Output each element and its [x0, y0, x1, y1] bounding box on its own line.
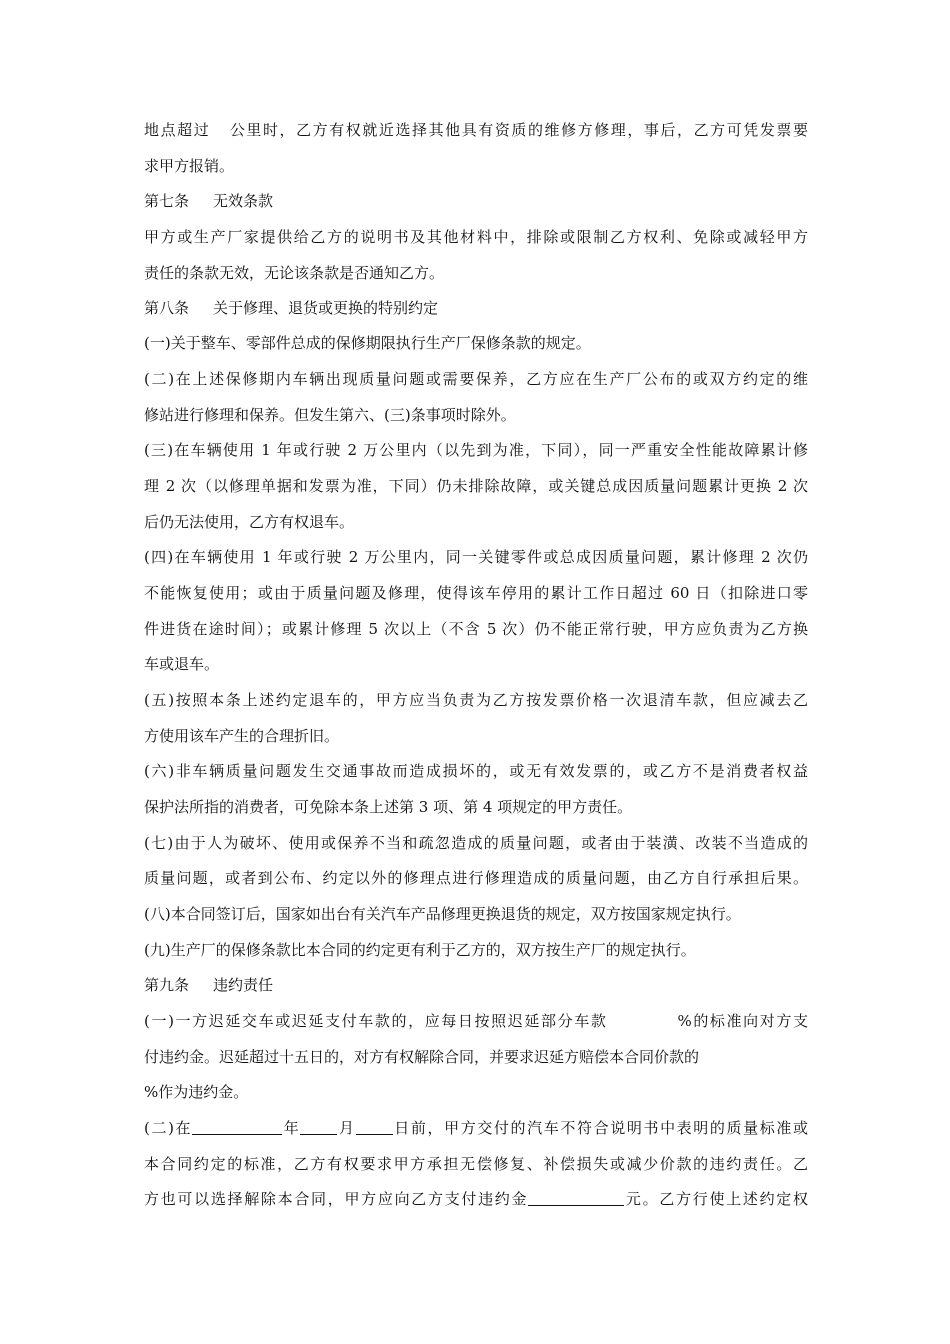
- text-segment: 日前，甲方交付的汽车不符合说明书中表明的质量标准或: [392, 1119, 808, 1137]
- clause-line: 修站进行修理和保养。但发生第六、(三)条事项时除外。: [144, 406, 516, 424]
- text-segment: (二)在: [144, 1119, 193, 1137]
- clause-line: (六)非车辆质量问题发生交通事故而造成损坏的，或无有效发票的，或乙方不是消费者权益: [144, 762, 808, 780]
- text-segment: 年: [282, 1119, 301, 1137]
- text-segment: 公里时，乙方有权就近选择其他具有资质的维修方修理，事后，乙方可凭发票要: [228, 121, 808, 139]
- clause-line: (三)在车辆使用 1 年或行驶 2 万公里内（以先到为准，下同），同一严重安全性能故障累计修: [144, 441, 808, 459]
- text-segment: 月: [337, 1119, 356, 1137]
- clause-line: 本合同约定的标准，乙方有权要求甲方承担无偿修复、补偿损失或减少价款的违约责任。乙: [144, 1155, 808, 1173]
- clause-line: (二)在上述保修期内车辆出现质量问题或需要保养，乙方应在生产厂公布的或双方约定的维: [144, 370, 808, 388]
- blank-year-field[interactable]: [192, 1118, 282, 1135]
- clause-line: 后仍无法使用，乙方有权退车。: [144, 513, 355, 531]
- text-segment: (一)一方迟延交车或迟延支付车款的，应每日按照迟延部分车款: [144, 1012, 608, 1030]
- paragraph-line: 甲方或生产厂家提供给乙方的说明书及其他材料中，排除或限制乙方权利、免除或减轻甲方: [144, 228, 808, 246]
- clause-line: 车或退车。: [144, 655, 220, 673]
- clause-line: (一)关于整车、零部件总成的保修期限执行生产厂保修条款的规定。: [144, 334, 591, 352]
- clause-line: 付违约金。迟延超过十五日的，对方有权解除合同，并要求迟延方赔偿本合同价款的: [144, 1048, 700, 1066]
- clause-line: [144, 1188, 808, 1210]
- article-number: 第九条: [144, 976, 190, 994]
- clause-line: [144, 1117, 808, 1139]
- clause-line: 方使用该车产生的合理折旧。: [144, 727, 340, 745]
- article-heading: [144, 297, 808, 319]
- text-segment: 方也可以选择解除本合同，甲方应向乙方支付违约金: [144, 1190, 529, 1208]
- paragraph-line: 求甲方报销。: [144, 157, 235, 175]
- clause-line: 保护法所指的消费者，可免除本条上述第 3 项、第 4 项规定的甲方责任。: [144, 798, 633, 816]
- blank-penalty-amount-field[interactable]: [528, 1189, 624, 1206]
- clause-line: (八)本合同签订后，国家如出台有关汽车产品修理更换退货的规定，双方按国家规定执行。: [144, 905, 741, 923]
- article-heading: [144, 190, 808, 212]
- clause-line: %作为违约金。: [144, 1083, 249, 1101]
- clause-line: 件进货在途时间）；或累计修理 5 次以上（不含 5 次）仍不能正常行驶，甲方应负责为乙方换: [144, 620, 808, 638]
- blank-day-field[interactable]: [356, 1118, 393, 1135]
- article-title: 违约责任: [213, 976, 274, 994]
- paragraph-line: 责任的条款无效，无论该条款是否通知乙方。: [144, 264, 445, 282]
- clause-line: (九)生产厂的保修条款比本合同的约定更有利于乙方的，双方按生产厂的规定执行。: [144, 941, 696, 959]
- article-title: 无效条款: [213, 192, 274, 210]
- clause-line: 不能恢复使用；或由于质量问题及修理，使得该车停用的累计工作日超过 60 日（扣除进口零: [144, 584, 808, 602]
- text-segment: 地点超过: [144, 121, 211, 139]
- text-segment: 元。乙方行使上述约定权: [624, 1190, 808, 1208]
- article-heading: [144, 974, 808, 996]
- clause-line: (七)由于人为破坏、使用或保养不当和疏忽造成的质量问题，或者由于装潢、改装不当造成的: [144, 834, 808, 852]
- clause-line: (五)按照本条上述约定退车的，甲方应当负责为乙方按发票价格一次退清车款，但应减去乙: [144, 691, 808, 709]
- clause-line: [144, 1010, 808, 1032]
- article-title: 关于修理、退货或更换的特别约定: [213, 299, 439, 317]
- paragraph-line: [144, 119, 808, 141]
- blank-month-field[interactable]: [300, 1118, 337, 1135]
- article-number: 第七条: [144, 192, 190, 210]
- clause-line: 理 2 次（以修理单据和发票为准，下同）仍未排除故障，或关键总成因质量问题累计更换 2 次: [144, 477, 808, 495]
- text-segment: %的标准向对方支: [677, 1012, 808, 1030]
- article-number: 第八条: [144, 299, 190, 317]
- clause-line: 质量问题，或者到公布、约定以外的修理点进行修理造成的质量问题，由乙方自行承担后果。: [144, 869, 808, 887]
- clause-line: (四)在车辆使用 1 年或行驶 2 万公里内，同一关键零件或总成因质量问题，累计修理 2 次仍: [144, 548, 808, 566]
